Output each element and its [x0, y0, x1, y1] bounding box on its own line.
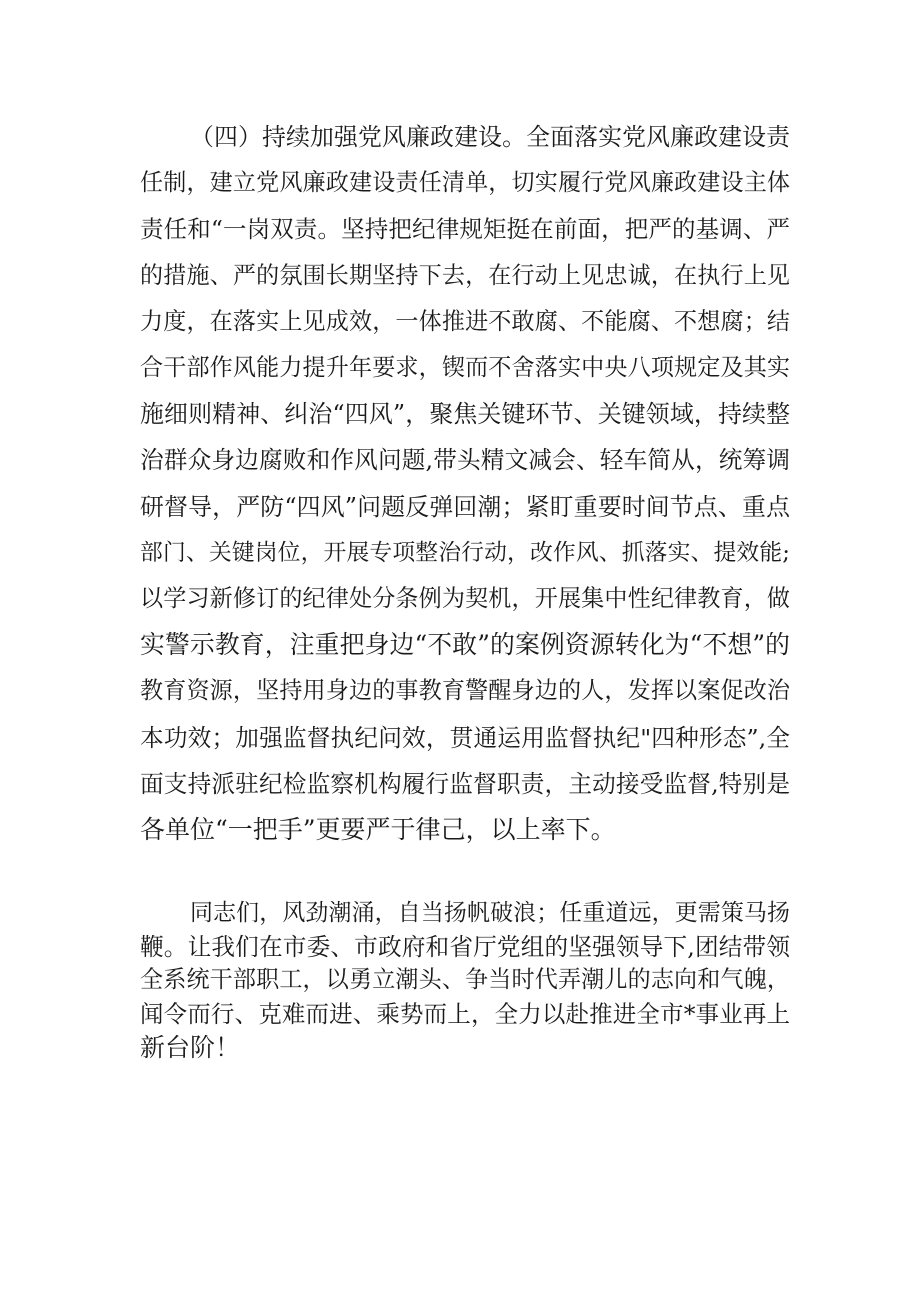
text-line: 面支持派驻纪检监察机构履行监督职责，主动接受监督,特别是 [140, 769, 790, 798]
text-line: 力度，在落实上见成效，一体推进不敢腐、不能腐、不想腐；结 [140, 308, 790, 335]
paragraph-closing [140, 897, 790, 1065]
text-line: 全系统干部职工，以勇立潮头、争当时代弄潮儿的志向和气魄， [140, 967, 790, 993]
text-line: 任制，建立党风廉政建设责任清单，切实履行党风廉政建设主体 [140, 170, 790, 197]
text-line: 研督导，严防“四风”问题反弹回潮；紧盯重要时间节点、重点 [140, 492, 790, 521]
text-line: 以学习新修订的纪律处分条例为契机，开展集中性纪律教育，做 [140, 586, 790, 613]
text-line: 的措施、严的氛围长期坚持下去，在行动上见忠诚，在执行上见 [140, 262, 790, 289]
text-line: （四）持续加强党风廉政建设。全面落实党风廉政建设责 [190, 123, 790, 151]
text-line: 实警示教育，注重把身边“不敢”的案例资源转化为“不想”的 [140, 630, 790, 660]
text-line: 部门、关键岗位，开展专项整治行动，改作风、抓落实、提效能; [140, 539, 790, 566]
text-line: 教育资源，坚持用身边的事教育警醒身边的人，发挥以案促改治 [140, 678, 790, 705]
text-line: 治群众身边腐败和作风问题,带头精文减会、轻车简从，统筹调 [140, 446, 790, 475]
text-line: 同志们，风劲潮涌，自当扬帆破浪；任重道远，更需策马扬 [190, 900, 790, 926]
text-line: 闻令而行、克难而进、乘势而上，全力以赴推进全市*事业再上 [140, 999, 790, 1028]
text-line: 本功效；加强监督执纪问效，贯通运用监督执纪"四种形态”,全 [140, 723, 790, 752]
text-line: 新台阶！ [140, 1033, 241, 1062]
text-line: 鞭。让我们在市委、市政府和省厅党组的坚强领导下,团结带领 [140, 932, 790, 961]
text-line: 责任和“一岗双责。坚持把纪律规矩挺在前面，把严的基调、严 [140, 215, 790, 244]
paragraph-party-conduct [140, 114, 790, 853]
text-line: 合干部作风能力提升年要求，锲而不舍落实中央八项规定及其实 [140, 355, 790, 382]
text-line: 各单位“一把手”更要严于律己，以上率下。 [140, 815, 616, 845]
text-line: 施细则精神、纠治“四风”，聚焦关键环节、关键领域，持续整 [140, 400, 790, 429]
